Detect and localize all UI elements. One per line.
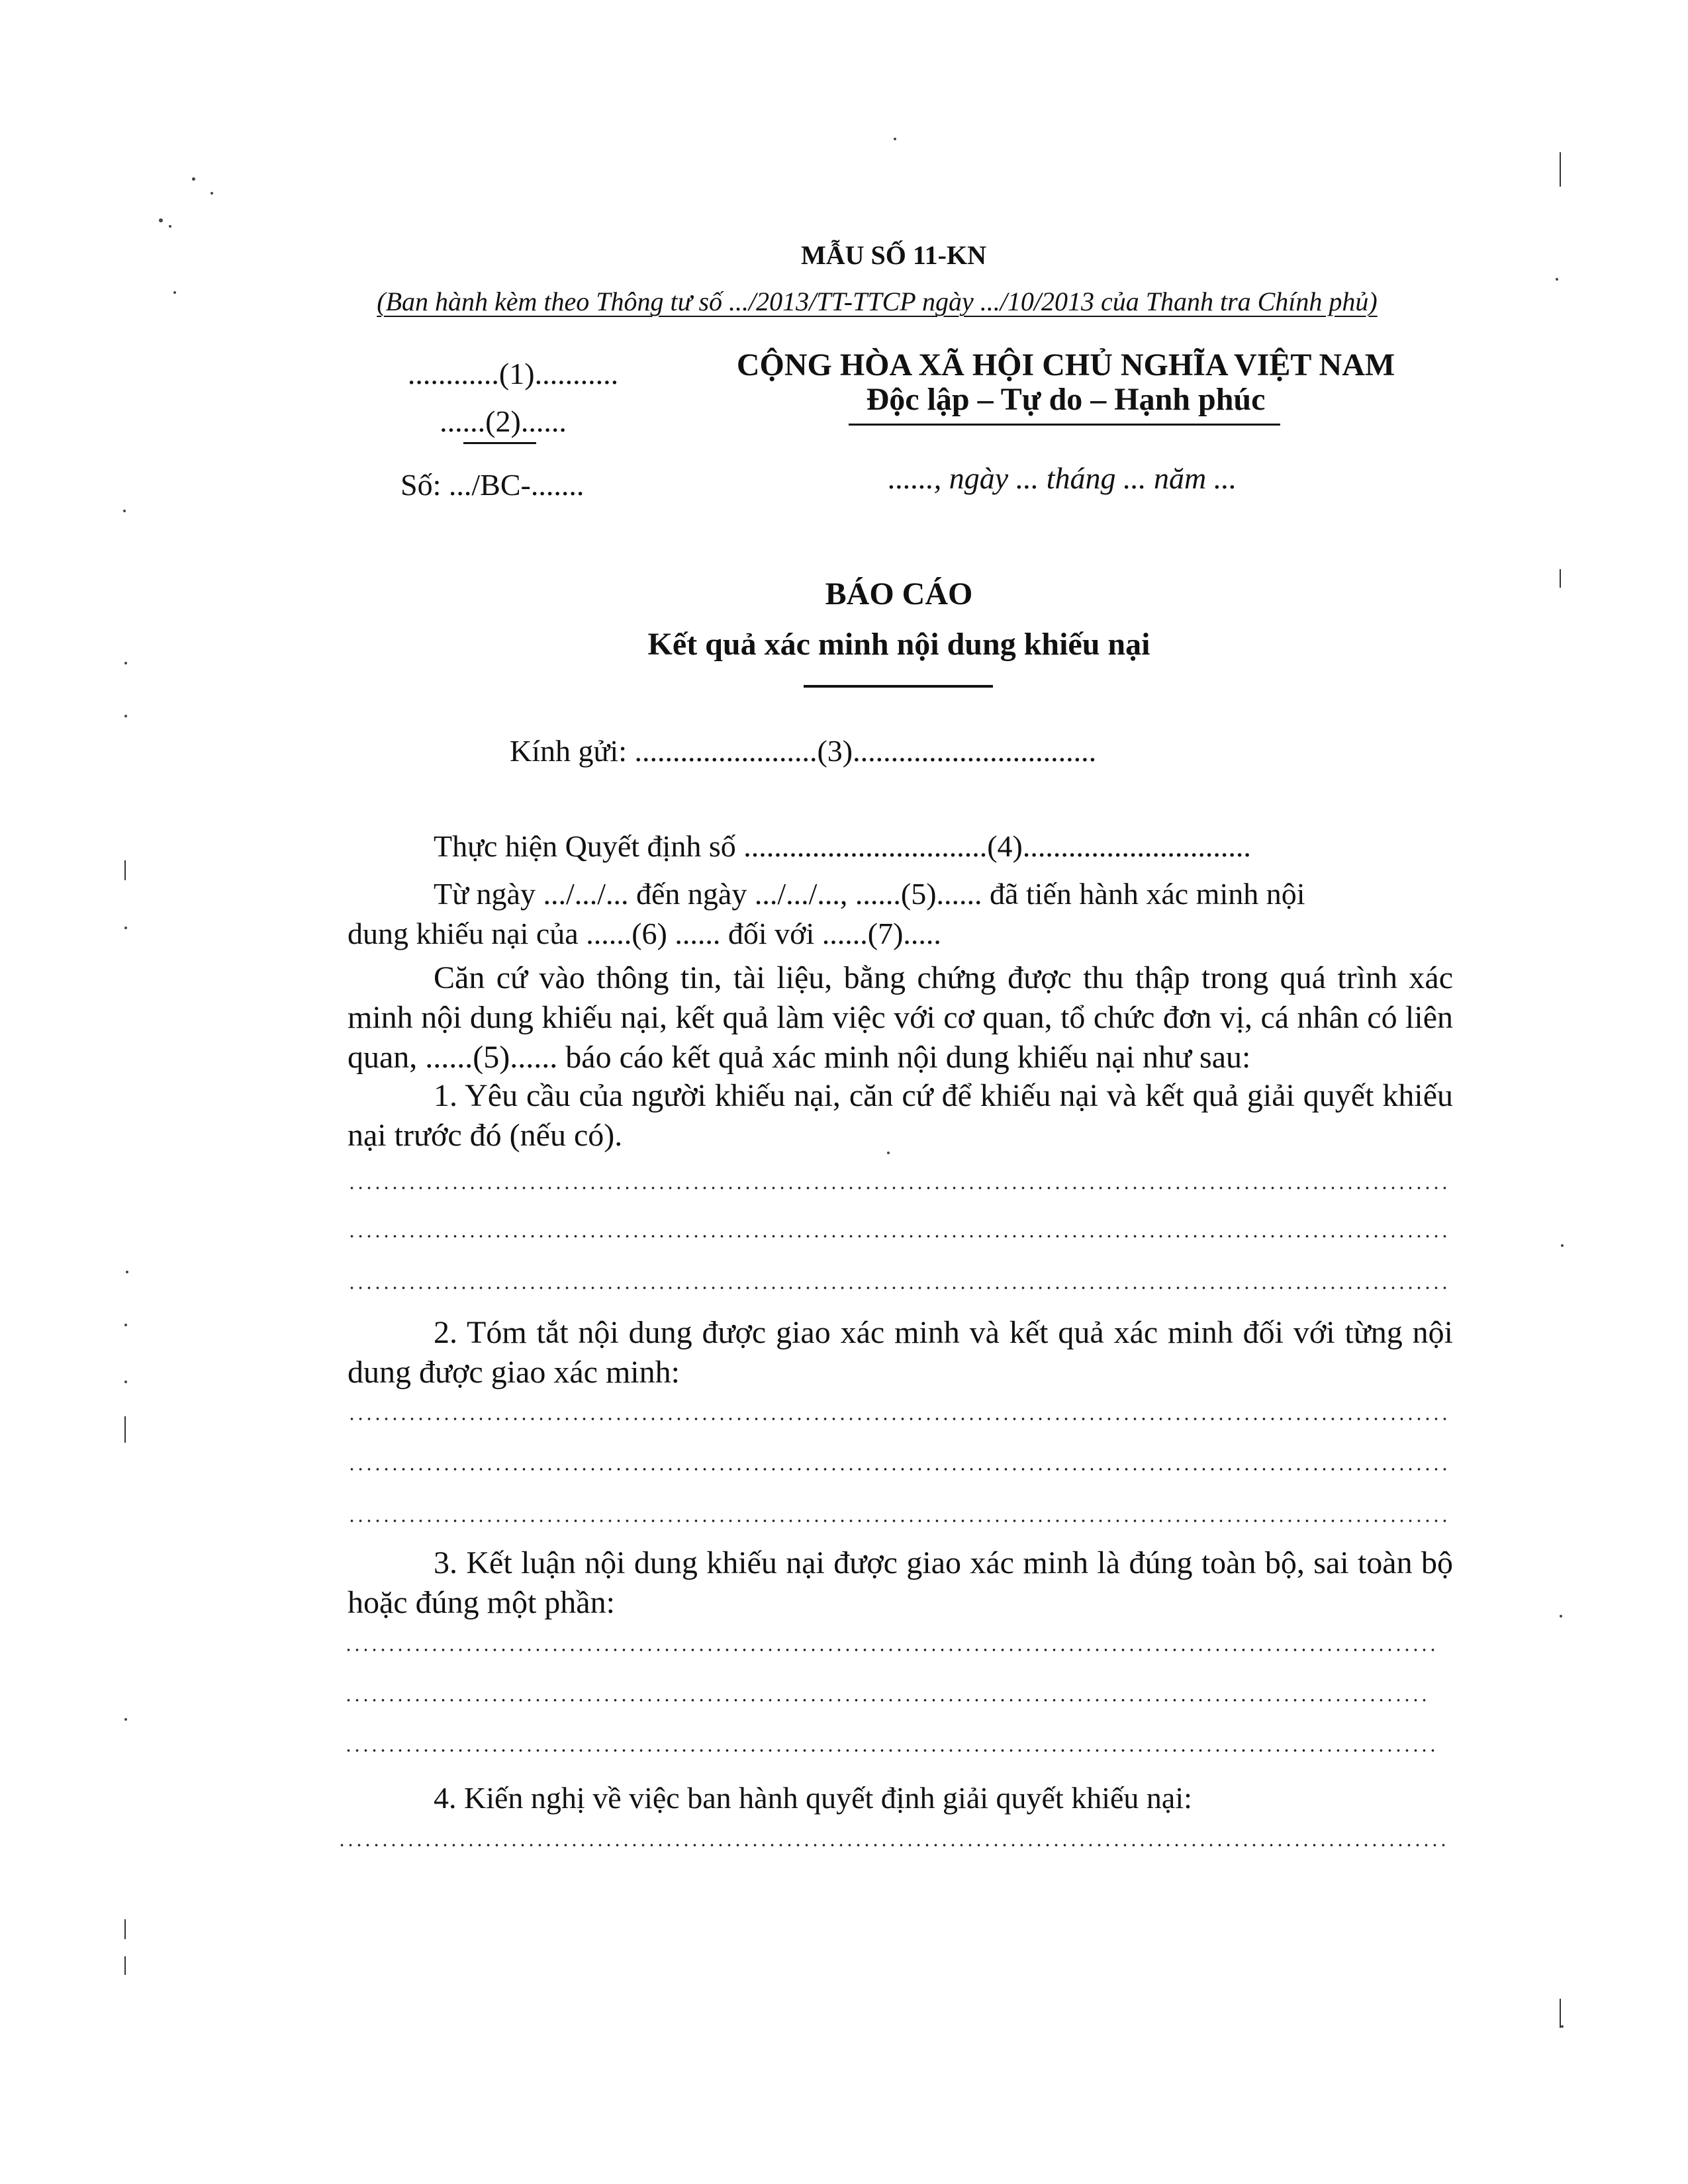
section-3-heading: 3. Kết luận nội dung khiếu nại được giao xác minh là đúng toàn bộ, sai toàn bộ hoặc đúng một phần: xyxy=(348,1545,1453,1620)
national-motto: Độc lập – Tự do – Hạnh phúc xyxy=(866,382,1266,417)
scan-edge-mark xyxy=(1560,1999,1561,2028)
issuance-note: (Ban hành kèm theo Thông tư số .../2013/TT-TTCP ngày .../10/2013 của Thanh tra Chính phủ) xyxy=(377,287,1378,316)
addressee-line: Kính gửi: ........................(3)................................ xyxy=(510,734,1097,768)
report-subtitle: Kết quả xác minh nội dung khiếu nại xyxy=(647,627,1150,662)
section-1-fill-line xyxy=(348,1187,1450,1189)
scan-edge-mark xyxy=(124,1919,126,1939)
section-4-heading: 4. Kiến nghị về việc ban hành quyết định giải quyết khiếu nại: xyxy=(434,1781,1192,1815)
scan-edge-mark xyxy=(124,860,126,880)
period-line-2: dung khiếu nại của ......(6) ...... đối với ......(7)..... xyxy=(348,917,941,950)
section-2-heading: 2. Tóm tắt nội dung được giao xác minh và kết quả xác minh đối với từng nội dung được giao xác minh: xyxy=(348,1315,1453,1390)
agency-underline xyxy=(463,442,536,444)
scan-edge-mark xyxy=(1560,152,1561,187)
period-line-1: Từ ngày .../.../... đến ngày .../.../..., ......(5)...... đã tiến hành xác minh nội xyxy=(434,877,1305,911)
agency-name-line1: ............(1)........... xyxy=(407,357,619,390)
motto-underline xyxy=(849,424,1280,426)
scan-edge-mark xyxy=(1560,569,1561,588)
section-4-fill-line xyxy=(338,1844,1446,1846)
section-2-fill-line xyxy=(348,1418,1450,1420)
section-2-fill-line xyxy=(348,1520,1450,1522)
section-3-fill-line xyxy=(344,1749,1440,1752)
agency-name-line2: ......(2)...... xyxy=(440,404,567,438)
title-underline xyxy=(804,685,993,688)
section-1-fill-line xyxy=(348,1235,1450,1238)
report-title: BÁO CÁO xyxy=(825,576,973,612)
decision-line: Thực hiện Quyết định số ................................(4).............................. xyxy=(434,829,1251,863)
section-2-fill-line xyxy=(348,1468,1450,1471)
section-3-fill-line xyxy=(344,1649,1436,1651)
place-and-date: ......, ngày ... tháng ... năm ... xyxy=(888,461,1237,495)
section-1-fill-line xyxy=(348,1287,1450,1289)
document-number: Số: .../BC-....... xyxy=(400,468,585,502)
scan-edge-mark xyxy=(124,1416,126,1443)
scan-edge-mark xyxy=(124,1956,126,1975)
national-title: CỘNG HÒA XÃ HỘI CHỦ NGHĨA VIỆT NAM xyxy=(736,347,1395,383)
section-3-fill-line xyxy=(344,1699,1430,1702)
basis-paragraph: Căn cứ vào thông tin, tài liệu, bằng chứng được thu thập trong quá trình xác minh nội dung khiếu nại, kết quả làm việc với cơ quan, tổ chức đơn vị, cá nhân có liên quan, ......(5)...... báo cáo kết quả xác minh nội dung khiếu nại như sau: xyxy=(348,960,1453,1075)
section-1-heading: 1. Yêu cầu của người khiếu nại, căn cứ để khiếu nại và kết quả giải quyết khiếu nại trước đó (nếu có). xyxy=(348,1078,1453,1153)
form-code: MẪU SỐ 11-KN xyxy=(801,240,986,270)
